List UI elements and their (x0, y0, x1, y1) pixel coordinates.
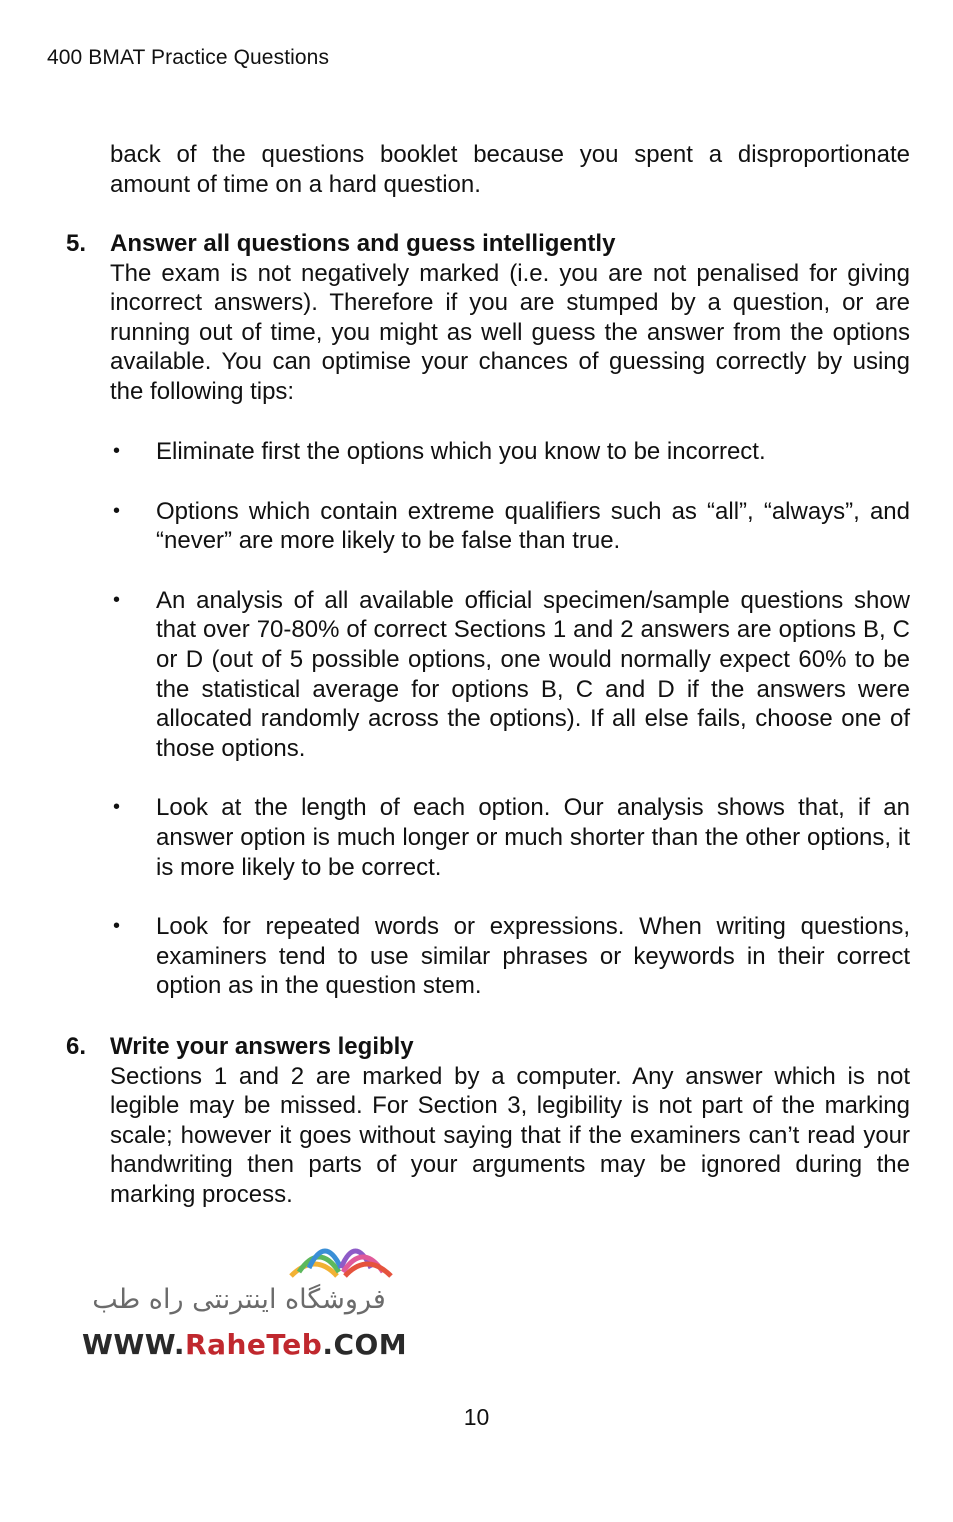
rahe-teb-watermark (80, 1232, 410, 1362)
tip-text: Look at the length of each option. Our analysis shows that, if an answer option is much longer or much shorter than the other options, it is more likely to be correct. (156, 794, 910, 881)
url-suffix: .COM (322, 1328, 408, 1361)
bullet-icon: • (113, 440, 121, 462)
section-6 (66, 1032, 910, 1210)
section-5 (66, 229, 910, 407)
tip-item (110, 497, 910, 556)
watermark-url (82, 1328, 407, 1361)
section-number: 6. (66, 1033, 87, 1060)
tip-text: Options which contain extreme qualifiers such as “all”, “always”, and “never” are more likely to be false than true. (156, 497, 910, 555)
section-number: 5. (66, 230, 87, 257)
bullet-icon: • (113, 915, 121, 938)
tip-item (110, 912, 910, 1001)
tip-text: Eliminate first the options which you know to be incorrect. (156, 438, 766, 465)
tip-text: Look for repeated words or expressions. When writing questions, examiners tend to use similar phrases or keywords in their correct option as in the question stem. (156, 913, 910, 1000)
tip-text: An analysis of all available official specimen/sample questions show that over 70-80% of correct Sections 1 and 2 answers are options B, C or D (out of 5 possible options, one would normally expect 60% to be the statistical average for options B, C and D if the answers were allocated randomly across the options). If all else fails, choose one of those options. (156, 586, 910, 762)
section-paragraph: The exam is not negatively marked (i.e. you are not penalised for giving incorrect answers). Therefore if you are stumped by a question, or are running out of time, you might as well guess the answer from the options available. You can optimise your chances of guessing correctly by using the following tips: (110, 259, 910, 405)
tip-item (110, 793, 910, 882)
url-brand: RaheTeb (185, 1328, 323, 1361)
bullet-icon: • (113, 499, 121, 522)
bullet-icon: • (113, 796, 121, 819)
continuation-paragraph: back of the questions booklet because you spent a disproportionate amount of time on a hard question. (110, 141, 910, 198)
open-book-fan-icon (285, 1232, 395, 1282)
section-paragraph: Sections 1 and 2 are marked by a computer. Any answer which is not legible may be missed. For Section 3, legibility is not part of the marking scale; however it goes without saying that if the examiners can’t read your handwriting then parts of your arguments may be ignored during the marking process. (110, 1062, 910, 1208)
url-prefix: WWW. (82, 1328, 186, 1361)
page-number: 10 (463, 1404, 490, 1430)
tip-item (110, 586, 910, 764)
running-header: 400 BMAT Practice Questions (47, 46, 330, 69)
tip-item (110, 437, 910, 467)
section-heading: Write your answers legibly (110, 1033, 414, 1060)
section-heading: Answer all questions and guess intelligently (110, 230, 616, 257)
tips-list (110, 437, 910, 1031)
watermark-persian-text: فروشگاه اینترنتی راه طب (92, 1284, 386, 1315)
bullet-icon: • (113, 588, 121, 611)
